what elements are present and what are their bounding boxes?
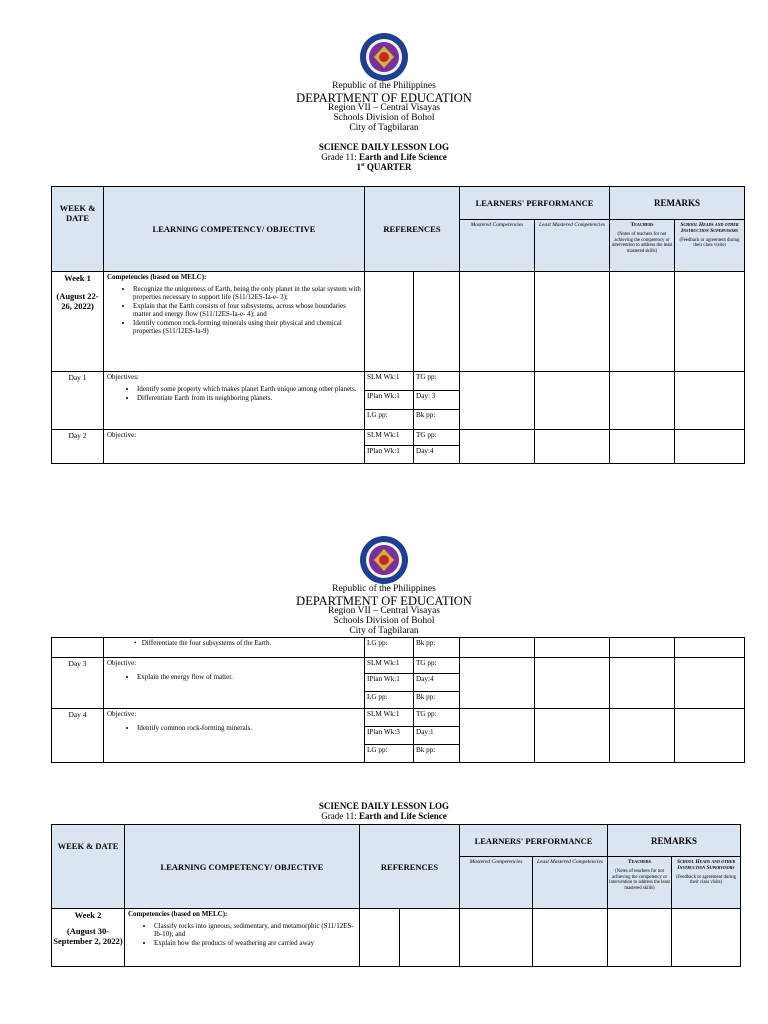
list-item: • Identify common rock-forming minerals using their physical and chemical properties (S11/12ES-Ia-9) — [133, 319, 361, 336]
col-remarks: REMARKS — [608, 825, 741, 857]
week2-cell: Week 2 (August 30-September 2, 2022) — [52, 909, 125, 967]
city-text: City of Tagbilaran — [349, 122, 419, 133]
list-item: • Explain that the Earth consists of four subsystems, across whose boundaries matter and energy flow (S11/12ES-Ia-e- 4); and — [133, 302, 361, 319]
grade-line: Grade 11: Earth and Life Science — [321, 151, 447, 162]
day3-objectives: Objective: • Explain the energy flow of matter. — [104, 658, 365, 709]
list-item: • Differentiate Earth from its neighboring planets. — [137, 394, 361, 402]
col-least-mastered: Least Mastered Competencies — [535, 220, 610, 272]
week1-cell: Week 1 (August 22-26, 2022) — [52, 272, 104, 372]
deped-seal-icon — [359, 32, 409, 82]
deped-seal-icon — [359, 535, 409, 585]
col-references: REFERENCES — [365, 187, 460, 272]
day1-objectives: Objectives: • Identify some property which makes planet Earth unique among other planets. • Differentiate Earth from its neighboring planets. — [104, 372, 365, 430]
letterhead — [0, 82, 768, 134]
division-text: Schools Division of Bohol — [333, 113, 435, 124]
col-competency: LEARNING COMPETENCY/ OBJECTIVE — [125, 825, 360, 909]
log-title-block — [0, 143, 768, 173]
day4-label: Day 4 — [52, 709, 104, 763]
col-references: REFERENCES — [360, 825, 460, 909]
col-teachers: Teachers (Notes of teachers for not achieving the competency or intervention to address the least mastered skills) — [610, 220, 675, 272]
day2-objective-continued: • Differentiate the four subsystems of the Earth. — [104, 638, 365, 658]
week2-competencies: Competencies (based on MELC): • Classify rocks into igneous, sedimentary, and metamorphic (S11/12ES-Ib-10); and • Explain how the products of weathering are carried away — [125, 909, 360, 967]
department-title: DEPARTMENT OF EDUCATION — [296, 90, 472, 105]
col-week-date: WEEK & DATE — [52, 187, 104, 272]
lesson-log-table-2: • Differentiate the four subsystems of the Earth. LG pp: Bk pp: Day 3 Objective: • Explain the energy flow of matter. SLM Wk:1 TG pp: IPlan Wk:1 Day:4 LG pp: Bk pp: Day 4 Objective: • Identify common rock-forming minerals. SLM Wk:1 TG pp: IPlan Wk:3 Day:1 LG pp: Bk pp: — [51, 637, 745, 763]
lesson-log-table-3: WEEK & DATE LEARNING COMPETENCY/ OBJECTIVE REFERENCES LEARNERS' PERFORMANCE REMARKS Mastered Competencies Least Mastered Competencies Teachers (Notes of teachers for not achieving the competency or intervention to address the least mastered skills) School Heads and other Instruction Supervisors (Feedback or agreement during their class visits) Week 2 (August 30-September 2, 2022) Competencies (based on MELC): • Classify rocks into igneous, sedimentary, and metamorphic (S11/12ES-Ib-10); and • Explain how the products of weathering are carried away — [51, 824, 741, 967]
col-performance: LEARNERS' PERFORMANCE — [460, 187, 610, 220]
lesson-log-table-1: WEEK & DATE LEARNING COMPETENCY/ OBJECTIVE REFERENCES LEARNERS' PERFORMANCE REMARKS Mastered Competencies Least Mastered Competencies Teachers (Notes of teachers for not achieving the competency or intervention to address the least mastered skills) School Heads and other Instruction Supervisors (Feedback or agreement during their class visits) Week 1 (August 22-26, 2022) Competencies (based on MELC): • Recognize the uniqueness of Earth, being the only planet in the solar system with properties necessary to support life (S11/12ES-Ia-e- 3); • Explain that the Earth consists of four subsystems, across whose boundaries matter and energy flow (S11/12ES-Ia-e- 4); and • Identify common rock-forming minerals using their physical and chemical properties (S11/12ES-Ia-9) Day 1 Objectives: • Identify some property which makes planet Earth unique among other planets. • Differentiate Earth from its neighboring planets. SLM Wk:1 TG pp: IPlan Wk:1 Day: 3 LG pp: Bk pp: Day 2 Objective: SLM Wk:1 TG pp: IPlan Wk:1 Day:4 — [51, 186, 745, 464]
republic-text: Republic of the Philippines — [332, 81, 436, 91]
log-title-block-2: SCIENCE DAILY LESSON LOG Grade 11: Earth and Life Science — [318, 801, 450, 821]
region-text: Region VII – Central Visayas — [327, 103, 440, 114]
day3-label: Day 3 — [52, 658, 104, 709]
week1-competencies: Competencies (based on MELC): • Recognize the uniqueness of Earth, being the only planet in the solar system with properties necessary to support life (S11/12ES-Ia-e- 3); • Explain that the Earth consists of four subsystems, across whose boundaries matter and energy flow (S11/12ES-Ia-e- 4); and • Identify common rock-forming minerals using their physical and chemical properties (S11/12ES-Ia-9) — [104, 272, 365, 372]
list-item: • Recognize the uniqueness of Earth, being the only planet in the solar system with properties necessary to support life (S11/12ES-Ia-e- 3); — [133, 285, 361, 302]
list-item: • Explain how the products of weathering are carried away — [154, 939, 356, 948]
list-item: • Identify common rock-forming minerals. — [137, 724, 361, 732]
col-mastered: Mastered Competencies — [460, 220, 535, 272]
day1-label: Day 1 — [52, 372, 104, 430]
col-week-date: WEEK & DATE — [52, 825, 125, 909]
col-heads: School Heads and other Instruction Supervisors (Feedback or agreement during their class visits) — [675, 220, 745, 272]
list-item: • Classify rocks into igneous, sedimentary, and metamorphic (S11/12ES-Ib-10); and — [154, 922, 356, 939]
list-item: • Explain the energy flow of matter. — [137, 673, 361, 681]
day2-objectives: Objective: — [104, 430, 365, 464]
log-title: SCIENCE DAILY LESSON LOG — [318, 142, 450, 152]
col-competency: LEARNING COMPETENCY/ OBJECTIVE — [104, 187, 365, 272]
letterhead: Republic of the Philippines DEPARTMENT OF EDUCATION Region VII – Central Visayas Schools Division of Bohol City of Tagbilaran — [296, 584, 472, 636]
day4-objectives: Objective: • Identify common rock-forming minerals. — [104, 709, 365, 763]
quarter-line: 1st QUARTER — [356, 161, 412, 172]
day2-label: Day 2 — [52, 430, 104, 464]
col-remarks: REMARKS — [610, 187, 745, 220]
col-performance: LEARNERS' PERFORMANCE — [460, 825, 608, 857]
list-item: • Identify some property which makes planet Earth unique among other planets. — [137, 385, 361, 393]
